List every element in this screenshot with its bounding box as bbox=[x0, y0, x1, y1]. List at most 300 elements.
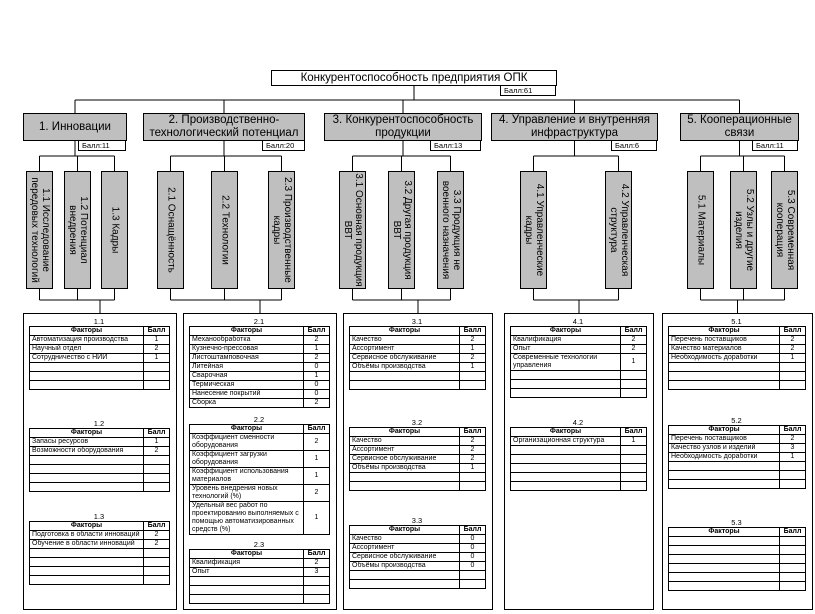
score-header: Балл bbox=[304, 550, 330, 559]
factor-group-label: 2.1 bbox=[253, 317, 265, 326]
score-header: Балл bbox=[780, 426, 806, 435]
subcategory-label: 3.1 Основная продукция ВВТ bbox=[341, 173, 364, 287]
factor-score bbox=[304, 577, 330, 586]
factor-score: 1 bbox=[304, 468, 330, 485]
table-row bbox=[350, 363, 486, 372]
factors-header: Факторы bbox=[669, 426, 780, 435]
table-row bbox=[350, 580, 486, 589]
factors-header: Факторы bbox=[511, 428, 621, 437]
category-box: 2. Производственно-технологический потенциал bbox=[143, 113, 305, 141]
table-row bbox=[350, 455, 486, 464]
factor-score bbox=[144, 372, 170, 381]
factor-name: Сотрудничество с НИИ bbox=[30, 354, 144, 363]
table-row bbox=[669, 381, 806, 390]
factor-score bbox=[621, 482, 647, 491]
factor-name: Опыт bbox=[190, 568, 304, 577]
factor-name: Перечень поставщиков bbox=[669, 435, 780, 444]
factor-name bbox=[190, 577, 304, 586]
table-row bbox=[669, 537, 806, 546]
factor-score: 1 bbox=[780, 354, 806, 363]
factor-name bbox=[669, 471, 780, 480]
factor-name bbox=[511, 473, 621, 482]
factor-group bbox=[349, 317, 485, 390]
subcategory-box bbox=[157, 171, 184, 289]
factor-table bbox=[349, 525, 486, 589]
factor-score: 1 bbox=[304, 372, 330, 381]
factor-table bbox=[668, 425, 806, 489]
factor-table bbox=[29, 521, 170, 585]
subcategory-box bbox=[730, 171, 757, 289]
subcategory-label: 5.2 Узлы и другие изделия bbox=[732, 188, 755, 272]
factor-score: 1 bbox=[460, 363, 486, 372]
factor-group-label: 1.2 bbox=[93, 419, 105, 428]
factor-score: 2 bbox=[460, 437, 486, 446]
factor-name bbox=[511, 380, 621, 389]
factor-score: 0 bbox=[460, 553, 486, 562]
category-box: 1. Инновации bbox=[23, 113, 127, 141]
factor-name bbox=[511, 482, 621, 491]
factor-name: Коэффициент использования материалов bbox=[190, 468, 304, 485]
table-row bbox=[669, 363, 806, 372]
factor-score: 2 bbox=[460, 446, 486, 455]
factor-name bbox=[30, 558, 144, 567]
factor-group-label: 5.2 bbox=[731, 416, 742, 425]
factor-name bbox=[350, 580, 460, 589]
factor-name bbox=[30, 474, 144, 483]
category-score: Балл:20 bbox=[262, 140, 305, 151]
factor-score bbox=[780, 381, 806, 390]
factor-name: Сервисное обслуживание bbox=[350, 553, 460, 562]
table-header-row bbox=[350, 428, 486, 437]
factor-name: Подготовка в области инноваций bbox=[30, 531, 144, 540]
factor-name: Сервисное обслуживание bbox=[350, 354, 460, 363]
table-row bbox=[350, 446, 486, 455]
table-row bbox=[669, 471, 806, 480]
table-row bbox=[30, 474, 170, 483]
factors-header: Факторы bbox=[350, 327, 460, 336]
factor-score bbox=[780, 573, 806, 582]
table-row bbox=[350, 336, 486, 345]
table-row bbox=[669, 435, 806, 444]
factor-name bbox=[350, 381, 460, 390]
factor-name: Перечень поставщиков bbox=[669, 336, 780, 345]
score-header: Балл bbox=[304, 327, 330, 336]
factor-score bbox=[621, 380, 647, 389]
table-row bbox=[669, 546, 806, 555]
factor-score: 2 bbox=[621, 345, 647, 354]
table-row bbox=[190, 595, 330, 604]
factor-score bbox=[780, 555, 806, 564]
table-row bbox=[30, 363, 170, 372]
subcategory-box bbox=[268, 171, 295, 289]
factor-score: 2 bbox=[780, 345, 806, 354]
category-box: 4. Управление и внутренняя инфраструктура bbox=[491, 113, 658, 141]
table-header-row bbox=[350, 327, 486, 336]
factor-score: 1 bbox=[780, 453, 806, 462]
diagram-title: Конкурентоспособность предприятия ОПК bbox=[271, 70, 557, 86]
factor-score bbox=[460, 473, 486, 482]
table-header-row bbox=[669, 528, 806, 537]
factor-name bbox=[669, 372, 780, 381]
factor-table bbox=[189, 424, 330, 535]
table-row bbox=[350, 535, 486, 544]
table-row bbox=[669, 444, 806, 453]
table-row bbox=[30, 465, 170, 474]
factor-table bbox=[510, 326, 647, 398]
table-row bbox=[30, 336, 170, 345]
factor-name bbox=[669, 546, 780, 555]
factor-score: 2 bbox=[780, 336, 806, 345]
table-row bbox=[669, 573, 806, 582]
factor-score: 0 bbox=[460, 535, 486, 544]
factor-name bbox=[30, 363, 144, 372]
factor-group-label: 3.1 bbox=[411, 317, 423, 326]
factor-group-label: 1.3 bbox=[93, 512, 105, 521]
factor-score bbox=[460, 482, 486, 491]
factor-name bbox=[511, 464, 621, 473]
factor-name: Квалификация bbox=[511, 336, 621, 345]
factor-score bbox=[304, 586, 330, 595]
table-header-row bbox=[190, 425, 330, 434]
factor-group-label: 4.2 bbox=[572, 418, 584, 427]
subcategory-box bbox=[388, 171, 415, 289]
table-row bbox=[30, 576, 170, 585]
factor-group bbox=[510, 418, 646, 491]
factor-name bbox=[30, 465, 144, 474]
table-row bbox=[30, 483, 170, 492]
factor-name: Качество bbox=[350, 336, 460, 345]
factor-score: 2 bbox=[144, 531, 170, 540]
factor-score bbox=[621, 464, 647, 473]
factor-name: Сервисное обслуживание bbox=[350, 455, 460, 464]
table-row bbox=[511, 482, 647, 491]
table-row bbox=[190, 354, 330, 363]
factor-score bbox=[304, 595, 330, 604]
table-row bbox=[669, 453, 806, 462]
factor-score bbox=[144, 558, 170, 567]
table-row bbox=[511, 371, 647, 380]
subcategory-label: 3.2 Другая продукция ВВТ bbox=[390, 180, 413, 280]
factor-name: Объёмы производства bbox=[350, 363, 460, 372]
table-row bbox=[30, 549, 170, 558]
factor-score: 2 bbox=[460, 455, 486, 464]
table-row bbox=[30, 567, 170, 576]
table-row bbox=[190, 451, 330, 468]
factor-table bbox=[668, 527, 806, 591]
table-row bbox=[190, 485, 330, 502]
table-row bbox=[511, 455, 647, 464]
score-header: Балл bbox=[460, 327, 486, 336]
factor-score: 2 bbox=[304, 354, 330, 363]
factor-score bbox=[780, 471, 806, 480]
subcategory-label: 5.3 Современная кооперация bbox=[773, 189, 796, 271]
factors-header: Факторы bbox=[30, 327, 144, 336]
factor-group bbox=[510, 317, 646, 398]
factor-name: Удельный вес работ по проектированию выполняемых с помощью автоматизированных средств (%) bbox=[190, 502, 304, 535]
factor-name: Современные технологии управления bbox=[511, 354, 621, 371]
factor-score bbox=[780, 546, 806, 555]
factor-score: 0 bbox=[304, 381, 330, 390]
factor-group-label: 2.2 bbox=[253, 415, 265, 424]
factor-score bbox=[780, 582, 806, 591]
factor-name: Ассортимент bbox=[350, 345, 460, 354]
factor-score: 1 bbox=[144, 336, 170, 345]
category-score: Балл:11 bbox=[78, 140, 126, 151]
score-header: Балл bbox=[621, 428, 647, 437]
factor-table bbox=[668, 326, 806, 390]
factor-score: 0 bbox=[460, 544, 486, 553]
factor-name: Научный отдел bbox=[30, 345, 144, 354]
factor-name: Листоштамповочная bbox=[190, 354, 304, 363]
factor-score: 1 bbox=[304, 502, 330, 535]
table-header-row bbox=[350, 526, 486, 535]
factor-name: Ассортимент bbox=[350, 544, 460, 553]
factors-header: Факторы bbox=[190, 327, 304, 336]
factor-score: 2 bbox=[780, 435, 806, 444]
factor-name bbox=[511, 455, 621, 464]
table-row bbox=[511, 380, 647, 389]
factor-score bbox=[144, 483, 170, 492]
subcategory-box bbox=[687, 171, 714, 289]
category-score: Балл:13 bbox=[430, 140, 481, 151]
table-row bbox=[30, 381, 170, 390]
factor-score bbox=[621, 446, 647, 455]
table-row bbox=[350, 562, 486, 571]
factor-score: 1 bbox=[304, 451, 330, 468]
factor-score: 2 bbox=[304, 559, 330, 568]
factor-name: Уровень внедрения новых технологий (%) bbox=[190, 485, 304, 502]
table-header-row bbox=[30, 429, 170, 438]
table-row bbox=[669, 462, 806, 471]
subcategory-label: 1.3 Кадры bbox=[109, 206, 120, 254]
factor-group-label: 4.1 bbox=[572, 317, 584, 326]
factor-score bbox=[460, 571, 486, 580]
factor-name bbox=[350, 571, 460, 580]
score-header: Балл bbox=[780, 327, 806, 336]
table-row bbox=[190, 399, 330, 408]
factor-group-label: 1.1 bbox=[93, 317, 105, 326]
factor-score bbox=[621, 389, 647, 398]
table-row bbox=[190, 577, 330, 586]
subcategory-label: 4.2 Управленческая структура bbox=[607, 183, 630, 277]
factor-score bbox=[144, 456, 170, 465]
factor-name: Автоматизация производства bbox=[30, 336, 144, 345]
factor-name bbox=[190, 595, 304, 604]
score-header: Балл bbox=[780, 528, 806, 537]
total-score: Балл:61 bbox=[500, 85, 556, 96]
factor-group bbox=[668, 518, 805, 591]
table-header-row bbox=[30, 327, 170, 336]
category-box: 3. Конкурентоспособность продукции bbox=[324, 113, 482, 141]
table-row bbox=[350, 473, 486, 482]
factor-score bbox=[780, 480, 806, 489]
factor-name bbox=[669, 462, 780, 471]
table-row bbox=[190, 559, 330, 568]
subcategory-label: 5.1 Материалы bbox=[695, 194, 706, 266]
factor-name: Кузнечно-прессовая bbox=[190, 345, 304, 354]
table-row bbox=[30, 345, 170, 354]
table-row bbox=[511, 345, 647, 354]
factor-name: Коэффициент сменности оборудования bbox=[190, 434, 304, 451]
factor-name bbox=[30, 567, 144, 576]
table-row bbox=[30, 354, 170, 363]
factor-score bbox=[144, 363, 170, 372]
factor-score bbox=[460, 381, 486, 390]
factor-score: 2 bbox=[304, 336, 330, 345]
factor-name: Качество узлов и изделий bbox=[669, 444, 780, 453]
factor-name bbox=[350, 473, 460, 482]
factor-name bbox=[30, 576, 144, 585]
table-row bbox=[511, 354, 647, 371]
table-row bbox=[350, 553, 486, 562]
factor-name: Возможности оборудования bbox=[30, 447, 144, 456]
table-row bbox=[30, 540, 170, 549]
factor-name bbox=[669, 537, 780, 546]
factor-group bbox=[29, 512, 169, 585]
factor-table bbox=[510, 427, 647, 491]
table-row bbox=[30, 372, 170, 381]
table-row bbox=[350, 437, 486, 446]
table-row bbox=[30, 447, 170, 456]
factor-name bbox=[669, 564, 780, 573]
factor-name: Нанесение покрытий bbox=[190, 390, 304, 399]
factor-name: Коэффициент загрузки оборудования bbox=[190, 451, 304, 468]
factor-name: Необходимость доработки bbox=[669, 354, 780, 363]
table-row bbox=[190, 372, 330, 381]
subcategory-label: 2.3 Производственные кадры bbox=[270, 177, 293, 283]
factors-header: Факторы bbox=[190, 425, 304, 434]
factor-score bbox=[144, 549, 170, 558]
factor-group-label: 5.1 bbox=[731, 317, 742, 326]
subcategory-box bbox=[437, 171, 464, 289]
factor-name bbox=[30, 372, 144, 381]
factor-name: Литейная bbox=[190, 363, 304, 372]
factor-score bbox=[621, 371, 647, 380]
table-row bbox=[190, 390, 330, 399]
table-row bbox=[511, 389, 647, 398]
factor-score: 2 bbox=[621, 336, 647, 345]
factor-group-label: 3.2 bbox=[411, 418, 423, 427]
table-row bbox=[511, 464, 647, 473]
table-row bbox=[190, 568, 330, 577]
table-row bbox=[190, 345, 330, 354]
factor-name bbox=[669, 363, 780, 372]
factor-score bbox=[780, 564, 806, 573]
score-header: Балл bbox=[304, 425, 330, 434]
table-row bbox=[511, 336, 647, 345]
factor-name: Опыт bbox=[511, 345, 621, 354]
subcategory-label: 2.2 Технологии bbox=[219, 195, 230, 265]
score-header: Балл bbox=[144, 429, 170, 438]
factor-score: 1 bbox=[144, 438, 170, 447]
table-row bbox=[190, 363, 330, 372]
table-row bbox=[30, 438, 170, 447]
factor-score bbox=[144, 567, 170, 576]
factor-score: 3 bbox=[304, 568, 330, 577]
factor-score: 1 bbox=[460, 345, 486, 354]
table-row bbox=[350, 482, 486, 491]
table-header-row bbox=[190, 327, 330, 336]
factor-group bbox=[349, 516, 485, 589]
factor-name bbox=[190, 586, 304, 595]
score-header: Балл bbox=[460, 428, 486, 437]
factor-name: Квалификация bbox=[190, 559, 304, 568]
factor-group bbox=[189, 415, 329, 535]
table-row bbox=[190, 468, 330, 485]
factor-score: 1 bbox=[304, 345, 330, 354]
table-row bbox=[350, 345, 486, 354]
factor-name bbox=[669, 555, 780, 564]
table-row bbox=[190, 586, 330, 595]
subcategory-label: 4.1 Управленческие кадры bbox=[522, 183, 545, 277]
factor-score: 3 bbox=[780, 444, 806, 453]
table-row bbox=[511, 473, 647, 482]
factor-score: 1 bbox=[144, 354, 170, 363]
factor-score: 2 bbox=[144, 540, 170, 549]
factor-name bbox=[669, 480, 780, 489]
factor-group bbox=[349, 418, 485, 491]
table-row bbox=[669, 345, 806, 354]
table-row bbox=[190, 434, 330, 451]
factors-header: Факторы bbox=[511, 327, 621, 336]
factor-name: Сборка bbox=[190, 399, 304, 408]
table-row bbox=[350, 571, 486, 580]
factor-group-label: 5.3 bbox=[731, 518, 742, 527]
factor-name: Обучение в области инноваций bbox=[30, 540, 144, 549]
factor-name bbox=[511, 446, 621, 455]
factor-name: Сварочная bbox=[190, 372, 304, 381]
factor-name bbox=[669, 573, 780, 582]
subcategory-box bbox=[520, 171, 547, 289]
factor-name bbox=[30, 381, 144, 390]
factor-name bbox=[511, 389, 621, 398]
factor-score bbox=[144, 474, 170, 483]
factor-group bbox=[668, 416, 805, 489]
factor-score bbox=[780, 537, 806, 546]
factor-group bbox=[189, 317, 329, 408]
table-row bbox=[30, 558, 170, 567]
table-row bbox=[669, 354, 806, 363]
table-row bbox=[30, 456, 170, 465]
table-row bbox=[669, 480, 806, 489]
category-score: Балл:11 bbox=[752, 140, 798, 151]
table-row bbox=[511, 446, 647, 455]
table-header-row bbox=[190, 550, 330, 559]
factors-header: Факторы bbox=[350, 526, 460, 535]
table-header-row bbox=[511, 327, 647, 336]
factor-score: 2 bbox=[144, 345, 170, 354]
subcategory-box bbox=[26, 171, 53, 289]
factor-score bbox=[144, 381, 170, 390]
factors-header: Факторы bbox=[30, 522, 144, 531]
factor-group bbox=[29, 419, 169, 492]
factor-group bbox=[668, 317, 805, 390]
table-row bbox=[30, 531, 170, 540]
factors-header: Факторы bbox=[669, 327, 780, 336]
factors-header: Факторы bbox=[350, 428, 460, 437]
table-header-row bbox=[669, 426, 806, 435]
table-row bbox=[669, 564, 806, 573]
factor-score bbox=[780, 372, 806, 381]
factor-score: 1 bbox=[460, 464, 486, 473]
score-header: Балл bbox=[621, 327, 647, 336]
factors-header: Факторы bbox=[30, 429, 144, 438]
factor-table bbox=[29, 326, 170, 390]
factor-score bbox=[780, 462, 806, 471]
score-header: Балл bbox=[460, 526, 486, 535]
score-header: Балл bbox=[144, 327, 170, 336]
table-header-row bbox=[669, 327, 806, 336]
